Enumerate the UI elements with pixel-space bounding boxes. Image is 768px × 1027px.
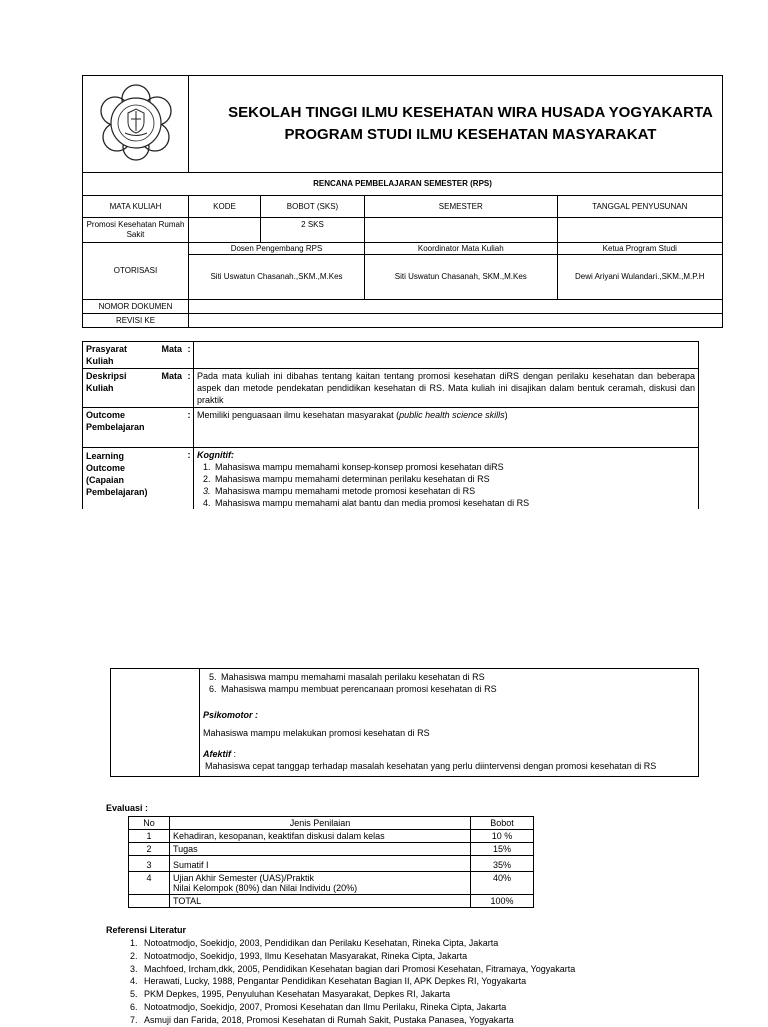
program-name: PROGRAM STUDI ILMU KESEHATAN MASYARAKAT	[284, 126, 657, 143]
colon: :	[185, 342, 194, 369]
list-item: 5. Mahasiswa mampu memahami masalah perilaku kesehatan di RS	[219, 671, 695, 683]
learning-outcome-value	[194, 448, 699, 510]
table-row	[129, 843, 534, 856]
table-row	[129, 856, 534, 872]
institution-logo-icon	[95, 81, 177, 165]
role-coordinator: Koordinator Mata Kuliah	[365, 243, 558, 255]
revisi-value	[189, 314, 723, 328]
revisi-label: REVISI KE	[83, 314, 189, 328]
col-semester: SEMESTER	[365, 196, 558, 218]
prasyarat-label: Prasyarat Mata Kuliah	[83, 342, 186, 369]
list-item: 2. Notoatmodjo, Soekidjo, 1993, Ilmu Kesehatan Masyarakat, Rineka Cipta, Jakarta	[140, 950, 575, 963]
kognitif-list-continued	[203, 671, 695, 695]
table-total-row	[129, 895, 534, 908]
list-item: 3. Mahasiswa mampu memahami metode promosi kesehatan di RS	[213, 485, 695, 497]
afektif-label: Afektif :	[203, 749, 237, 759]
colon: :	[185, 448, 194, 510]
row-no: 1	[129, 830, 170, 843]
row-jenis: Ujian Akhir Semester (UAS)/Praktik Nilai Kelompok (80%) dan Nilai Individu (20%)	[170, 872, 471, 895]
col-kode: KODE	[189, 196, 261, 218]
referensi-label: Referensi Literatur	[106, 925, 187, 935]
row-bobot: 40%	[471, 872, 534, 895]
row-jenis: Sumatif I	[170, 856, 471, 872]
row-no: 4	[129, 872, 170, 895]
logo-cell	[83, 76, 189, 173]
continuation-value	[200, 669, 699, 777]
list-item: 4. Mahasiswa mampu memahami alat bantu dan media promosi kesehatan di RS	[213, 497, 695, 509]
outcome-value: Memiliki penguasaan ilmu kesehatan masyarakat (public health science skills)	[194, 408, 699, 448]
list-item: 1. Notoatmodjo, Soekidjo, 2003, Pendidikan dan Perilaku Kesehatan, Rineka Cipta, Jakarta	[140, 937, 575, 950]
row-jenis: Tugas	[170, 843, 471, 856]
nomor-dokumen-value	[189, 300, 723, 314]
row-bobot: 35%	[471, 856, 534, 872]
deskripsi-value: Pada mata kuliah ini dibahas tentang kaitan tentang promosi kesehatan diRS dengan perilaku kesehatan dan beberapa aspek dan metode pendekatan pendidikan kesehatan di RS. Mata kuliah ini disajikan dalam bentuk ceramah, diskusi dan praktik	[194, 369, 699, 408]
list-item: 5. PKM Depkes, 1995, Penyuluhan Kesehatan Masyarakat, Depkes RI, Jakarta	[140, 988, 575, 1001]
course-date	[557, 218, 722, 243]
learning-outcome-label: Learning Outcome (Capaian Pembelajaran)	[83, 448, 186, 510]
continuation-label-cell	[111, 669, 200, 777]
course-semester	[365, 218, 558, 243]
document-title: RENCANA PEMBELAJARAN SEMESTER (RPS)	[83, 173, 723, 196]
course-info-table	[82, 341, 699, 509]
list-item: 7. Asmuji dan Farida, 2018, Promosi Kesehatan di Rumah Sakit, Pustaka Panasea, Yogyakarta	[140, 1014, 575, 1027]
colon: :	[185, 408, 194, 448]
psikomotor-text: Mahasiswa mampu melakukan promosi kesehatan di RS	[203, 728, 430, 738]
kognitif-list	[197, 461, 695, 509]
table-row	[129, 872, 534, 895]
total-label: TOTAL	[170, 895, 471, 908]
col-mata-kuliah: MATA KULIAH	[83, 196, 189, 218]
evaluasi-label: Evaluasi :	[106, 803, 149, 813]
nomor-dokumen-label: NOMOR DOKUMEN	[83, 300, 189, 314]
colon: :	[185, 369, 194, 408]
learning-outcome-continuation-table	[110, 668, 699, 777]
course-name: Promosi Kesehatan Rumah Sakit	[83, 218, 189, 243]
role-head: Ketua Program Studi	[557, 243, 722, 255]
col-bobot: BOBOT (SKS)	[261, 196, 365, 218]
rps-header-table	[82, 75, 723, 328]
table-header-row	[129, 817, 534, 830]
institution-title-cell	[189, 76, 723, 173]
kognitif-label: Kognitif:	[197, 450, 234, 460]
deskripsi-label: Deskripsi Mata Kuliah	[83, 369, 186, 408]
list-item: 2. Mahasiswa mampu memahami determinan perilaku kesehatan di RS	[213, 473, 695, 485]
row-bobot: 15%	[471, 843, 534, 856]
evaluasi-table	[128, 816, 534, 908]
header-jenis: Jenis Penilaian	[170, 817, 471, 830]
otorisasi-label: OTORISASI	[83, 243, 189, 300]
col-tanggal: TANGGAL PENYUSUNAN	[557, 196, 722, 218]
name-coordinator: Siti Uswatun Chasanah, SKM.,M.Kes	[365, 255, 558, 300]
row-no: 2	[129, 843, 170, 856]
prasyarat-value	[194, 342, 699, 369]
referensi-list	[106, 937, 575, 1027]
afektif-text: Mahasiswa cepat tanggap terhadap masalah kesehatan yang perlu diintervensi dengan promosi kesehatan di RS	[205, 761, 657, 771]
course-sks: 2 SKS	[261, 218, 365, 243]
outcome-label: Outcome Pembelajaran	[83, 408, 186, 448]
list-item: 4. Herawati, Lucky, 1988, Pengantar Pendidikan Kesehatan Bagian II, APK Depkes RI, Yogyakarta	[140, 975, 575, 988]
list-item: 6. Mahasiswa mampu membuat perencanaan promosi kesehatan di RS	[219, 683, 695, 695]
name-head: Dewi Ariyani Wulandari.,SKM.,M.P.H	[557, 255, 722, 300]
list-item: 3. Machfoed, Ircham,dkk, 2005, Pendidikan Kesehatan bagian dari Promosi Kesehatan, Fitramaya, Yogyakarta	[140, 963, 575, 976]
institution-name: SEKOLAH TINGGI ILMU KESEHATAN WIRA HUSADA YOGYAKARTA	[228, 104, 713, 121]
header-no: No	[129, 817, 170, 830]
list-item: 1. Mahasiswa mampu memahami konsep-konsep promosi kesehatan diRS	[213, 461, 695, 473]
total-value: 100%	[471, 895, 534, 908]
row-bobot: 10 %	[471, 830, 534, 843]
row-jenis: Kehadiran, kesopanan, keaktifan diskusi dalam kelas	[170, 830, 471, 843]
row-no: 3	[129, 856, 170, 872]
table-row	[129, 830, 534, 843]
row-no	[129, 895, 170, 908]
list-item: 6. Notoatmodjo, Soekidjo, 2007, Promosi Kesehatan dan Ilmu Perilaku, Rineka Cipta, Jakarta	[140, 1001, 575, 1014]
name-developer: Siti Uswatun Chasanah.,SKM.,M.Kes	[189, 255, 365, 300]
role-developer: Dosen Pengembang RPS	[189, 243, 365, 255]
course-code	[189, 218, 261, 243]
psikomotor-label: Psikomotor :	[203, 710, 259, 720]
header-bobot: Bobot	[471, 817, 534, 830]
